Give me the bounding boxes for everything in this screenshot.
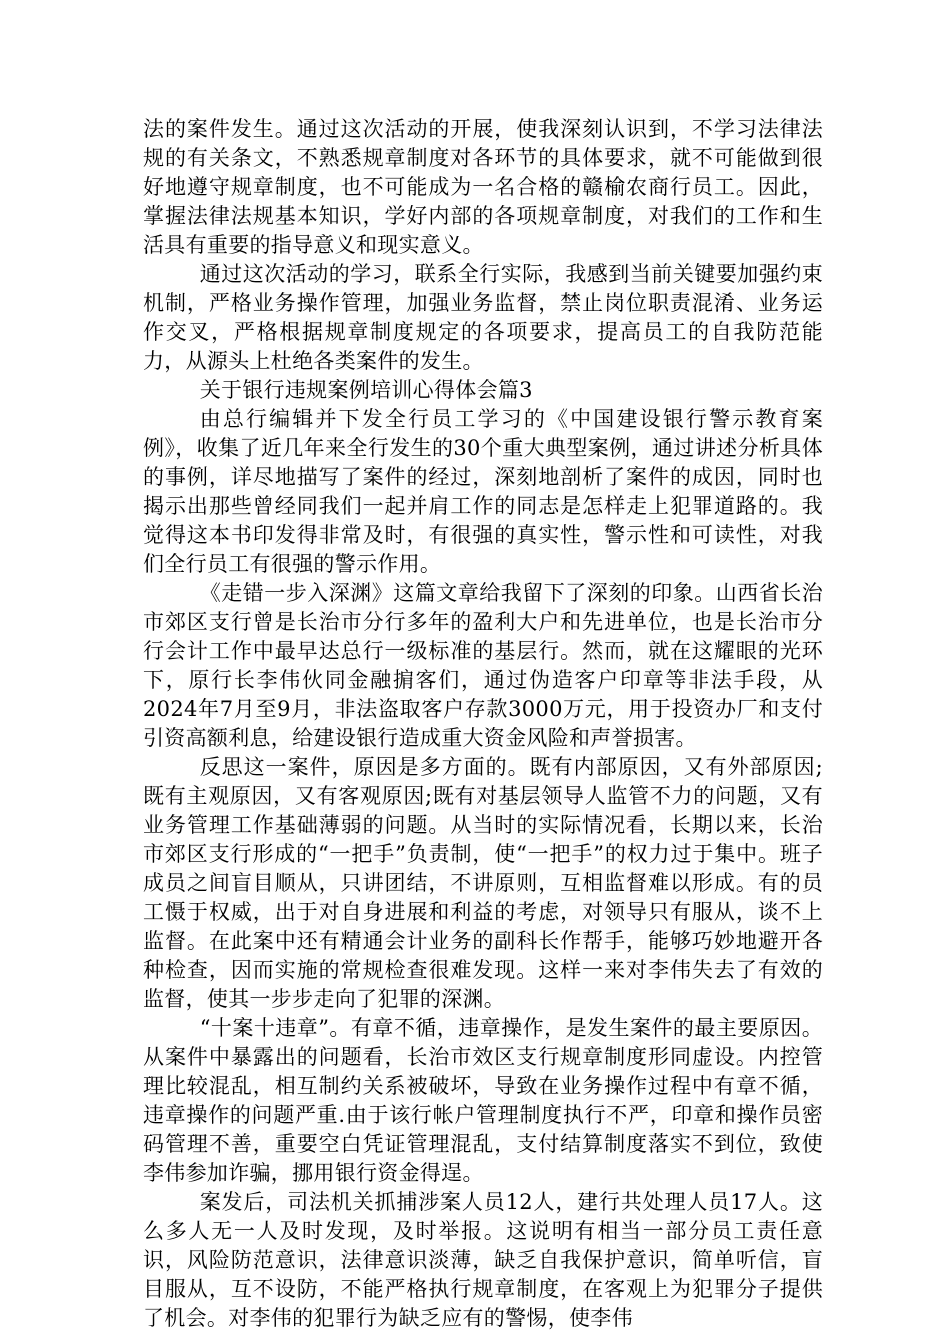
paragraph-4: 《走错一步入深渊》这篇文章给我留下了深刻的印象。山西省长治市郊区支行曾是长治市分行多年的盈利大户和先进单位，也是长治市分行会计工作中最早达总行一级标准的基层行。然而，就在这耀眼的光环下，原行长李伟伙同金融掮客们，通过伪造客户印章等非法手段，从2024年7月至9月，非法盗取客户存款3000万元，用于投资办厂和支付引资高额利息，给建设银行造成重大资金风险和声誉损害。 <box>143 581 823 750</box>
paragraph-2: 通过这次活动的学习，联系全行实际，我感到当前关键要加强约束机制，严格业务操作管理，加强业务监督，禁止岗位职责混淆、业务运作交叉，严格根据规章制度规定的各项要求，提高员工的自我防范能力，从源头上杜绝各类案件的发生。 <box>143 262 823 373</box>
paragraph-3: 由总行编辑并下发全行员工学习的《中国建设银行警示教育案例》，收集了近几年来全行发生的30个重大典型案例，通过讲述分析具体的事例，详尽地描写了案件的经过，深刻地剖析了案件的成因，同时也揭示出那些曾经同我们一起并肩工作的同志是怎样走上犯罪道路的。我觉得这本书印发得非常及时，有很强的真实性，警示性和可读性，对我们全行员工有很强的警示作用。 <box>143 407 823 576</box>
section-heading: 关于银行违规案例培训心得体会篇3 <box>199 378 533 402</box>
document-page <box>143 115 823 1333</box>
paragraph-7: 案发后，司法机关抓捕涉案人员12人，建行共处理人员17人。这么多人无一人及时发现，及时举报。这说明有相当一部分员工责任意识，风险防范意识，法律意识淡薄，缺乏自我保护意识，简单听信，盲目服从，互不设防，不能严格执行规章制度，在客观上为犯罪分子提供了机会。对李伟的犯罪行为缺乏应有的警惕，使李伟 <box>143 1190 823 1330</box>
paragraph-5: 反思这一案件，原因是多方面的。既有内部原因，又有外部原因;既有主观原因，又有客观原因;既有对基层领导人监管不力的问题，又有业务管理工作基础薄弱的问题。从当时的实际情况看，长期以来，长治市郊区支行形成的“一把手”负责制，使“一把手”的权力过于集中。班子成员之间盲目顺从，只讲团结，不讲原则，互相监督难以形成。有的员工慑于权威，出于对自身进展和利益的考虑，对领导只有服从，谈不上监督。在此案中还有精通会计业务的副科长作帮手，能够巧妙地避开各种检查，因而实施的常规检查很难发现。这样一来对李伟失去了有效的监督，使其一步步走向了犯罪的深渊。 <box>143 755 823 1011</box>
paragraph-6: “十案十违章”。有章不循，违章操作，是发生案件的最主要原因。从案件中暴露出的问题看，长治市效区支行规章制度形同虚设。内控管理比较混乱，相互制约关系被破坏，导致在业务操作过程中有章不循，违章操作的问题严重.由于该行帐户管理制度执行不严，印章和操作员密码管理不善，重要空白凭证管理混乱，支付结算制度落实不到位，致使李伟参加诈骗，挪用银行资金得逞。 <box>143 1016 823 1185</box>
paragraph-1: 法的案件发生。通过这次活动的开展，使我深刻认识到，不学习法律法规的有关条文，不熟悉规章制度对各环节的具体要求，就不可能做到很好地遵守规章制度，也不可能成为一名合格的赣榆农商行员工。因此，掌握法律法规基本知识，学好内部的各项规章制度，对我们的工作和生活具有重要的指导意义和现实意义。 <box>143 117 823 257</box>
